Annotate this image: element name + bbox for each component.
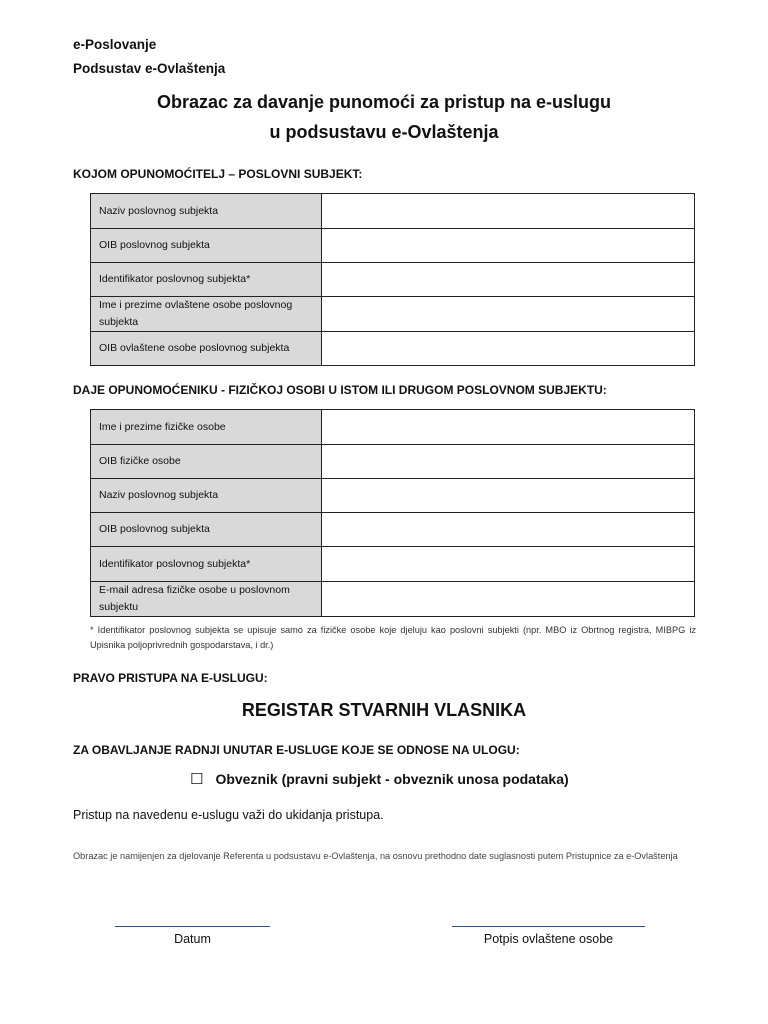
grantor-business-name-label: Naziv poslovnog subjekta — [91, 194, 322, 229]
grantor-authorized-oib-field[interactable] — [322, 332, 695, 366]
grantor-business-oib-label: OIB poslovnog subjekta — [91, 229, 322, 263]
grantor-authorized-name-field[interactable] — [322, 297, 695, 332]
table-row — [91, 229, 695, 263]
form-title-line2: u podsustavu e-Ovlaštenja — [269, 122, 499, 142]
grantor-authorized-name-label: Ime i prezime ovlaštene osobe poslovnog subjekta — [91, 297, 322, 332]
grantee-identifier-field[interactable] — [322, 547, 695, 582]
authorized-signature-line — [452, 926, 645, 927]
grantee-person-name-label: Ime i prezime fizičke osobe — [91, 410, 322, 445]
table-row — [91, 332, 695, 366]
grantor-identifier-field[interactable] — [322, 263, 695, 297]
checkbox-icon[interactable]: ☐ — [190, 771, 204, 788]
grantor-authorized-oib-label: OIB ovlaštene osobe poslovnog subjekta — [91, 332, 322, 366]
grantee-business-oib-label: OIB poslovnog subjekta — [91, 513, 322, 547]
grantee-business-name-field[interactable] — [322, 479, 695, 513]
table-row — [91, 582, 695, 617]
validity-text: Pristup na navedenu e-uslugu važi do ukidanja pristupa. — [73, 808, 384, 822]
grantor-heading: KOJOM OPUNOMOĆITELJ – POSLOVNI SUBJEKT: — [73, 167, 363, 181]
table-row — [91, 479, 695, 513]
grantee-person-oib-label: OIB fizičke osobe — [91, 445, 322, 479]
grantor-identifier-label: Identifikator poslovnog subjekta* — [91, 263, 322, 297]
date-signature-line — [115, 926, 270, 927]
access-heading: PRAVO PRISTUPA NA E-USLUGU: — [73, 671, 268, 685]
table-row — [91, 263, 695, 297]
table-row — [91, 445, 695, 479]
identifier-footnote: * Identifikator poslovnog subjekta se upisuje samo za fizičke osobe koje djeluju kao poslovni subjekti (npr. MBO iz Obrtnog registra, MIBPG iz Upisnika poljoprivrednih gospodarstava, i dr.) — [90, 625, 696, 650]
grantee-business-name-label: Naziv poslovnog subjekta — [91, 479, 322, 513]
role-option-label: Obveznik (pravni subjekt - obveznik unosa podataka) — [215, 771, 569, 787]
table-row — [91, 513, 695, 547]
grantee-email-label: E-mail adresa fizičke osobe u poslovnom subjektu — [91, 582, 322, 617]
subsystem-name: Podsustav e-Ovlaštenja — [73, 61, 226, 76]
grantee-identifier-label: Identifikator poslovnog subjekta* — [91, 547, 322, 582]
role-heading: ZA OBAVLJANJE RADNJI UNUTAR E-USLUGE KOJE SE ODNOSE NA ULOGU: — [73, 743, 520, 757]
grantor-business-oib-field[interactable] — [322, 229, 695, 263]
table-row — [91, 194, 695, 229]
grantor-business-name-field[interactable] — [322, 194, 695, 229]
table-row — [91, 297, 695, 332]
service-name: REGISTAR STVARNIH VLASNIKA — [241, 700, 527, 720]
table-row — [91, 410, 695, 445]
grantee-person-oib-field[interactable] — [322, 445, 695, 479]
org-name: e-Poslovanje — [73, 37, 157, 52]
grantee-heading: DAJE OPUNOMOĆENIKU - FIZIČKOJ OSOBI U ISTOM ILI DRUGOM POSLOVNOM SUBJEKTU: — [73, 383, 607, 397]
date-label: Datum — [174, 932, 211, 946]
table-row — [91, 547, 695, 582]
grantee-email-field[interactable] — [322, 582, 695, 617]
grantee-person-name-field[interactable] — [322, 410, 695, 445]
purpose-note: Obrazac je namijenjen za djelovanje Referenta u podsustavu e-Ovlaštenja, na osnovu prethodno date suglasnosti putem Pristupnice za e-Ovlaštenja — [73, 851, 678, 861]
grantee-business-oib-field[interactable] — [322, 513, 695, 547]
signature-label: Potpis ovlaštene osobe — [483, 932, 614, 946]
grantor-table — [90, 193, 695, 366]
grantee-table — [90, 409, 695, 617]
role-option[interactable] — [190, 770, 569, 788]
form-title-line1: Obrazac za davanje punomoći za pristup na e-uslugu — [156, 92, 612, 112]
